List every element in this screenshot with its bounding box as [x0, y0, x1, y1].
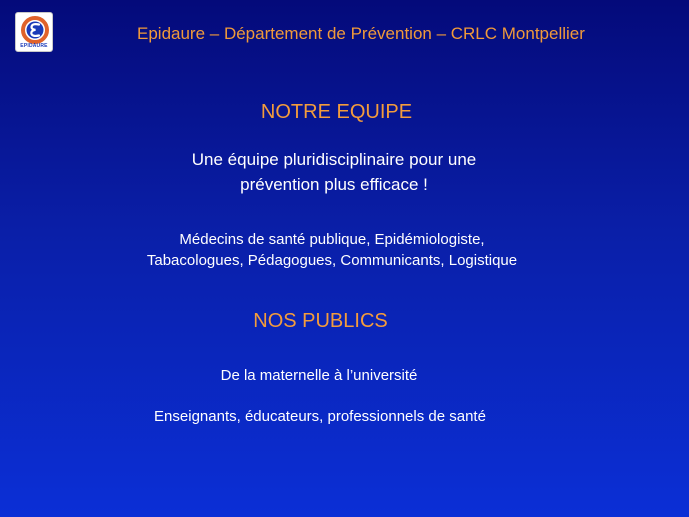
team-tagline-line1: Une équipe pluridisciplinaire pour une [191, 150, 477, 169]
publics-range: De la maternelle à l’université [220, 367, 418, 384]
team-roles-line2: Tabacologues, Pédagogues, Communicants, Logistique [146, 252, 518, 269]
team-section-title: NOTRE EQUIPE [260, 101, 413, 123]
epidaure-logo [15, 12, 53, 52]
publics-audience: Enseignants, éducateurs, professionnels de santé [154, 408, 486, 425]
publics-section-title: NOS PUBLICS [253, 310, 388, 332]
header-title: Epidaure – Département de Prévention – CRLC Montpellier [137, 24, 585, 43]
logo-text: EPIDAURE [20, 43, 48, 49]
team-roles-line1: Médecins de santé publique, Epidémiologiste, [179, 231, 485, 248]
team-tagline-line2: prévention plus efficace ! [240, 175, 428, 194]
